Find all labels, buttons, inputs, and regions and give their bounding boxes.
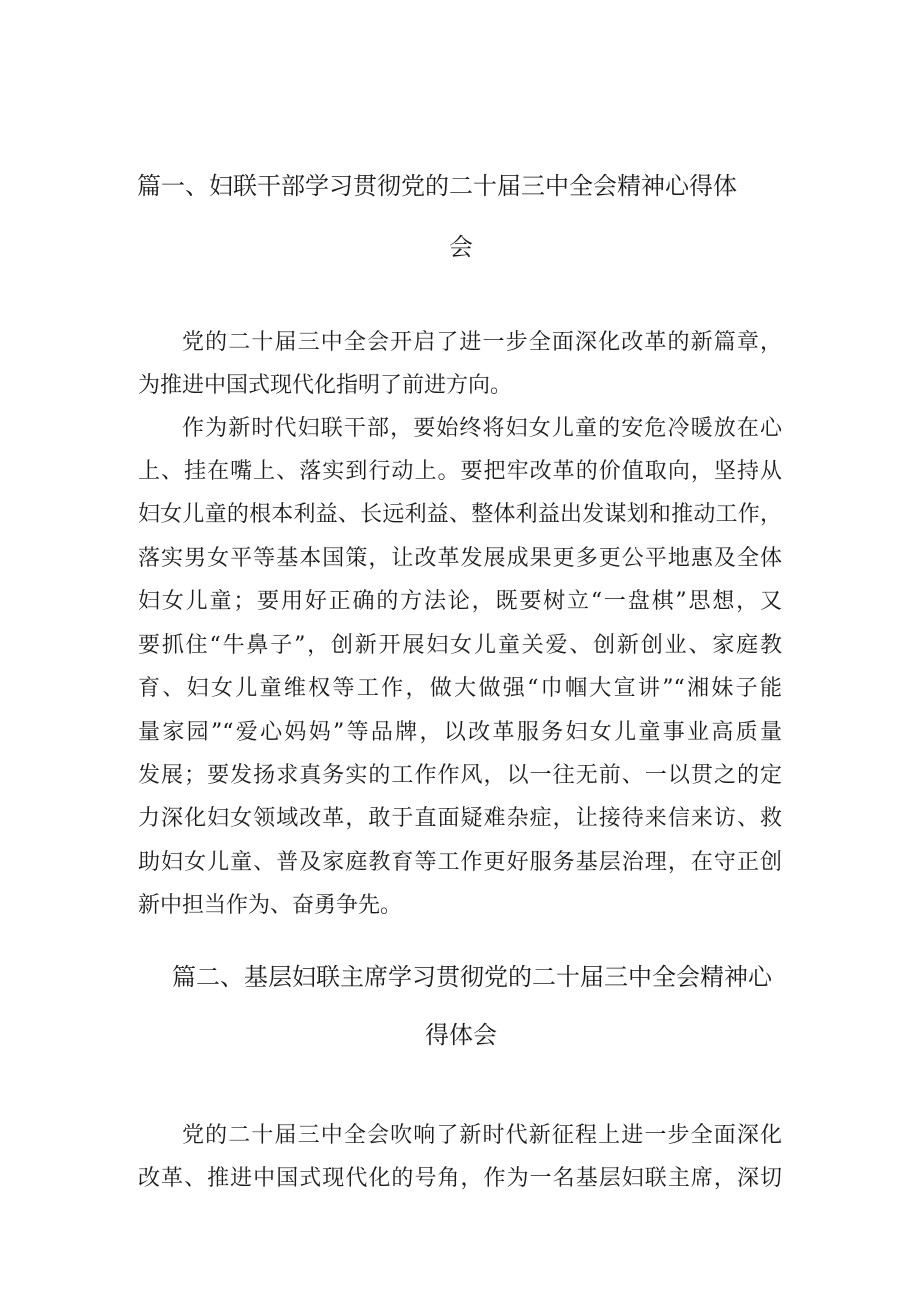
section-1-title-line-2: 会 [449, 233, 473, 261]
section-2-para-1-line-1: 党的二十届三中全会吹响了新时代新征程上进一步全面深化 [182, 1123, 782, 1148]
section-1-para-2-line-11: 助妇女儿童、普及家庭教育等工作更好服务基层治理，在守正创 [138, 850, 782, 875]
section-1-para-2-line-9: 发展；要发扬求真务实的工作作风，以一往无前、一以贯之的定 [138, 763, 782, 788]
section-1-para-2-line-2: 上、挂在嘴上、落实到行动上。要把牢改革的价值取向，坚持从 [138, 459, 782, 484]
section-1-title-line-1: 篇一、妇联干部学习贯彻党的二十届三中全会精神心得体 [137, 172, 737, 200]
section-1-para-2-line-6: 要抓住“牛鼻子”，创新开展妇女儿童关爱、创新创业、家庭教 [138, 633, 782, 658]
section-1-para-2-line-1: 作为新时代妇联干部，要始终将妇女儿童的安危冷暖放在心 [182, 416, 782, 441]
section-1-para-2-line-7: 育、妇女儿童维权等工作，做大做强“巾帼大宣讲”“湘妹子能 [138, 676, 782, 701]
section-1-para-2-line-4: 落实男女平等基本国策，让改革发展成果更多更公平地惠及全体 [138, 546, 782, 571]
section-1-para-1-line-2: 为推进中国式现代化指明了前进方向。 [138, 373, 513, 398]
section-1-para-2-line-3: 妇女儿童的根本利益、长远利益、整体利益出发谋划和推动工作， [138, 502, 782, 527]
section-1-para-2-line-8: 量家园”“爱心妈妈”等品牌，以改革服务妇女儿童事业高质量 [138, 720, 782, 745]
section-2-para-1-line-2: 改革、推进中国式现代化的号角，作为一名基层妇联主席，深切 [138, 1166, 782, 1191]
section-1-para-1-line-1: 党的二十届三中全会开启了进一步全面深化改革的新篇章， [182, 330, 782, 355]
section-1-para-2-line-10: 力深化妇女领域改革，敢于直面疑难杂症，让接待来信来访、救 [138, 806, 782, 831]
section-2-title-line-1: 篇二、基层妇联主席学习贯彻党的二十届三中全会精神心 [172, 963, 772, 991]
section-1-para-2-line-12: 新中担当作为、奋勇争先。 [138, 893, 403, 918]
section-2-title-line-2: 得体会 [425, 1021, 497, 1049]
section-1-para-2-line-5: 妇女儿童；要用好正确的方法论，既要树立“一盘棋”思想，又 [138, 589, 782, 614]
